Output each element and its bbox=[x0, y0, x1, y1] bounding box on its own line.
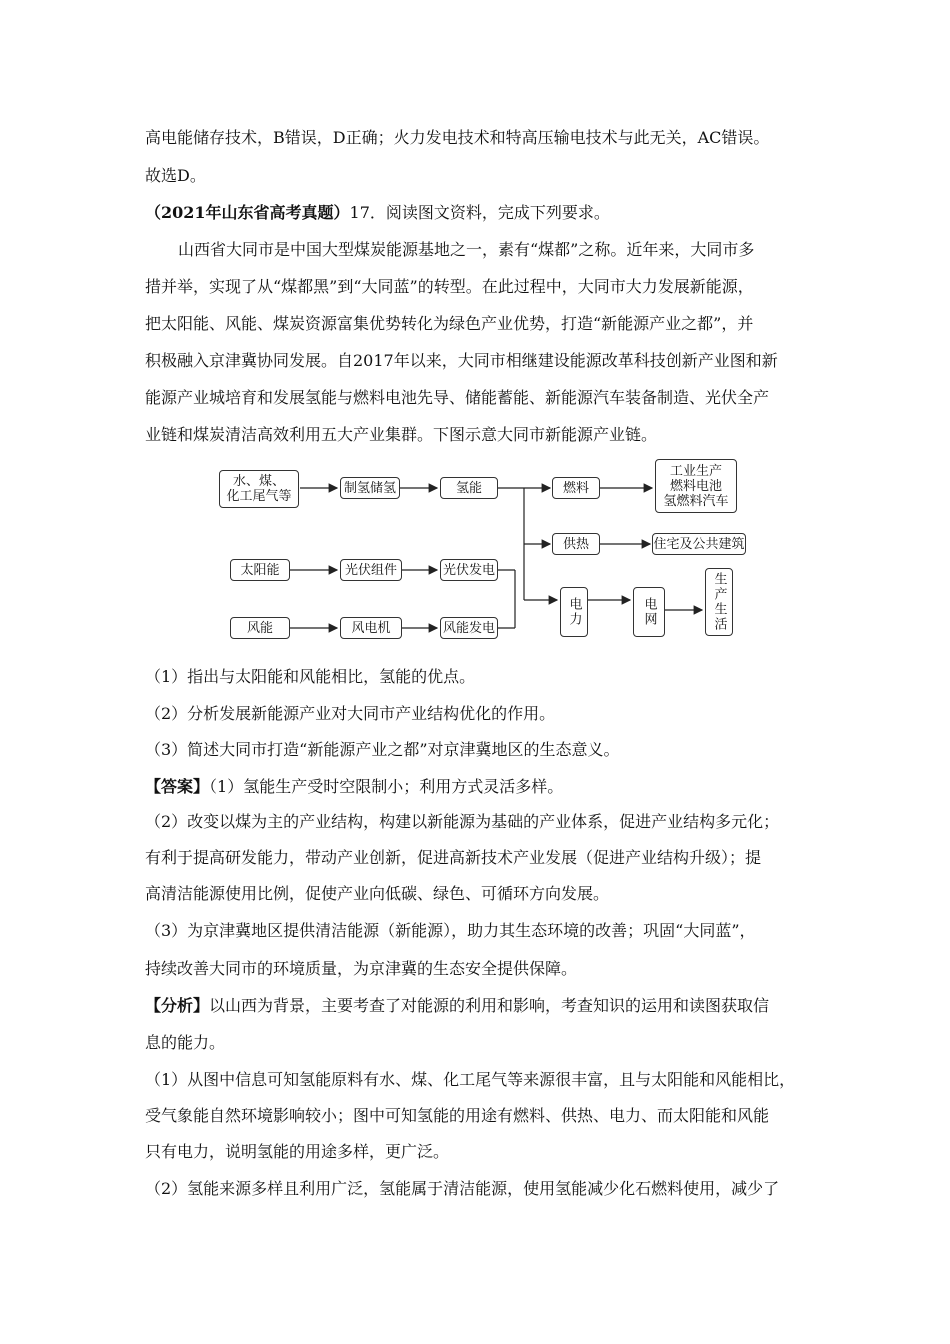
question-3: （3）简述大同市打造“新能源产业之都”对京津冀地区的生态意义。 bbox=[145, 740, 620, 759]
node-wind-power: 风能发电 bbox=[440, 617, 498, 639]
answer-line: （2）改变以煤为主的产业结构，构建以新能源为基础的产业体系，促进产业结构多元化； bbox=[145, 812, 780, 831]
node-production-life: 生产生活 bbox=[705, 568, 733, 636]
industry-chain-diagram bbox=[200, 450, 760, 650]
analysis-text: 以山西为背景，主要考查了对能源的利用和影响，考查知识的运用和读图获取信 bbox=[209, 996, 770, 1015]
analysis-line: 息的能力。 bbox=[145, 1033, 226, 1052]
text-line: 山西省大同市是中国大型煤炭能源基地之一，素有“煤都”之称。近年来，大同市多 bbox=[178, 240, 755, 259]
node-label: 化工尾气等 bbox=[226, 489, 292, 504]
answer-line bbox=[145, 777, 563, 797]
answer-label: 【答案】 bbox=[145, 777, 210, 796]
question-1: （1）指出与太阳能和风能相比，氢能的优点。 bbox=[145, 667, 476, 686]
answer-line: 高清洁能源使用比例，促使产业向低碳、绿色、可循环方向发展。 bbox=[145, 884, 610, 903]
question-header bbox=[145, 203, 610, 223]
node-hydrogen-production: 制氢储氢 bbox=[340, 477, 400, 499]
answer-line: 有利于提高研发能力，带动产业创新，促进高新技术产业发展（促进产业结构升级）；提 bbox=[145, 848, 762, 867]
node-wind-turbine: 风电机 bbox=[340, 617, 402, 639]
node-electricity: 电力 bbox=[560, 587, 588, 637]
node-hydrogen: 氢能 bbox=[440, 477, 498, 499]
node-wind: 风能 bbox=[230, 617, 290, 639]
node-label: 氢燃料汽车 bbox=[663, 493, 729, 509]
question-title: 17．阅读图文资料，完成下列要求。 bbox=[349, 203, 610, 222]
text-line: 积极融入京津冀协同发展。自2017年以来，大同市相继建设能源改革科技创新产业图和新 bbox=[145, 351, 778, 370]
node-housing: 住宅及公共建筑 bbox=[652, 533, 746, 555]
exam-source: （2021年山东省高考真题） bbox=[145, 203, 350, 222]
node-pv-module: 光伏组件 bbox=[340, 559, 402, 581]
answer-line: （3）为京津冀地区提供清洁能源（新能源），助力其生态环境的改善；巩固“大同蓝”， bbox=[145, 921, 756, 940]
node-grid: 电网 bbox=[633, 587, 665, 637]
node-label: 燃料电池 bbox=[669, 478, 722, 494]
text-line: 高电能储存技术，B错误，D正确；火力发电技术和特高压输电技术与此无关，AC错误。 bbox=[145, 128, 770, 147]
text-line: 能源产业城培育和发展氢能与燃料电池先导、储能蓄能、新能源汽车装备制造、光伏全产 bbox=[145, 388, 770, 407]
text-line: 把太阳能、风能、煤炭资源富集优势转化为绿色产业优势，打造“新能源产业之都”，并 bbox=[145, 314, 754, 333]
analysis-label: 【分析】 bbox=[145, 996, 210, 1015]
node-label: 工业生产 bbox=[669, 463, 722, 479]
analysis-line: 只有电力，说明氢能的用途多样，更广泛。 bbox=[145, 1142, 450, 1161]
node-solar: 太阳能 bbox=[230, 559, 290, 581]
node-label: 水、煤、 bbox=[232, 474, 285, 489]
analysis-line: （2）氢能来源多样且利用广泛，氢能属于清洁能源，使用氢能减少化石燃料使用，减少了 bbox=[145, 1179, 780, 1198]
question-2: （2）分析发展新能源产业对大同市产业结构优化的作用。 bbox=[145, 704, 556, 723]
node-fuel: 燃料 bbox=[552, 477, 600, 499]
node-heating: 供热 bbox=[552, 533, 600, 555]
answer-text: （1）氢能生产受时空限制小；利用方式灵活多样。 bbox=[209, 777, 564, 796]
analysis-line bbox=[145, 996, 769, 1016]
node-raw-materials bbox=[219, 470, 299, 508]
text-line: 故选D。 bbox=[145, 166, 206, 185]
node-fuel-uses bbox=[655, 459, 737, 513]
node-pv-power: 光伏发电 bbox=[440, 559, 498, 581]
analysis-line: 受气象能自然环境影响较小；图中可知氢能的用途有燃料、供热、电力、而太阳能和风能 bbox=[145, 1106, 770, 1125]
answer-line: 持续改善大同市的环境质量，为京津冀的生态安全提供保障。 bbox=[145, 959, 578, 978]
analysis-line: （1）从图中信息可知氢能原料有水、煤、化工尾气等来源很丰富，且与太阳能和风能相比， bbox=[145, 1070, 796, 1089]
text-line: 措并举，实现了从“煤都黑”到“大同蓝”的转型。在此过程中，大同市大力发展新能源， bbox=[145, 277, 754, 296]
text-line: 业链和煤炭清洁高效利用五大产业集群。下图示意大同市新能源产业链。 bbox=[145, 425, 658, 444]
